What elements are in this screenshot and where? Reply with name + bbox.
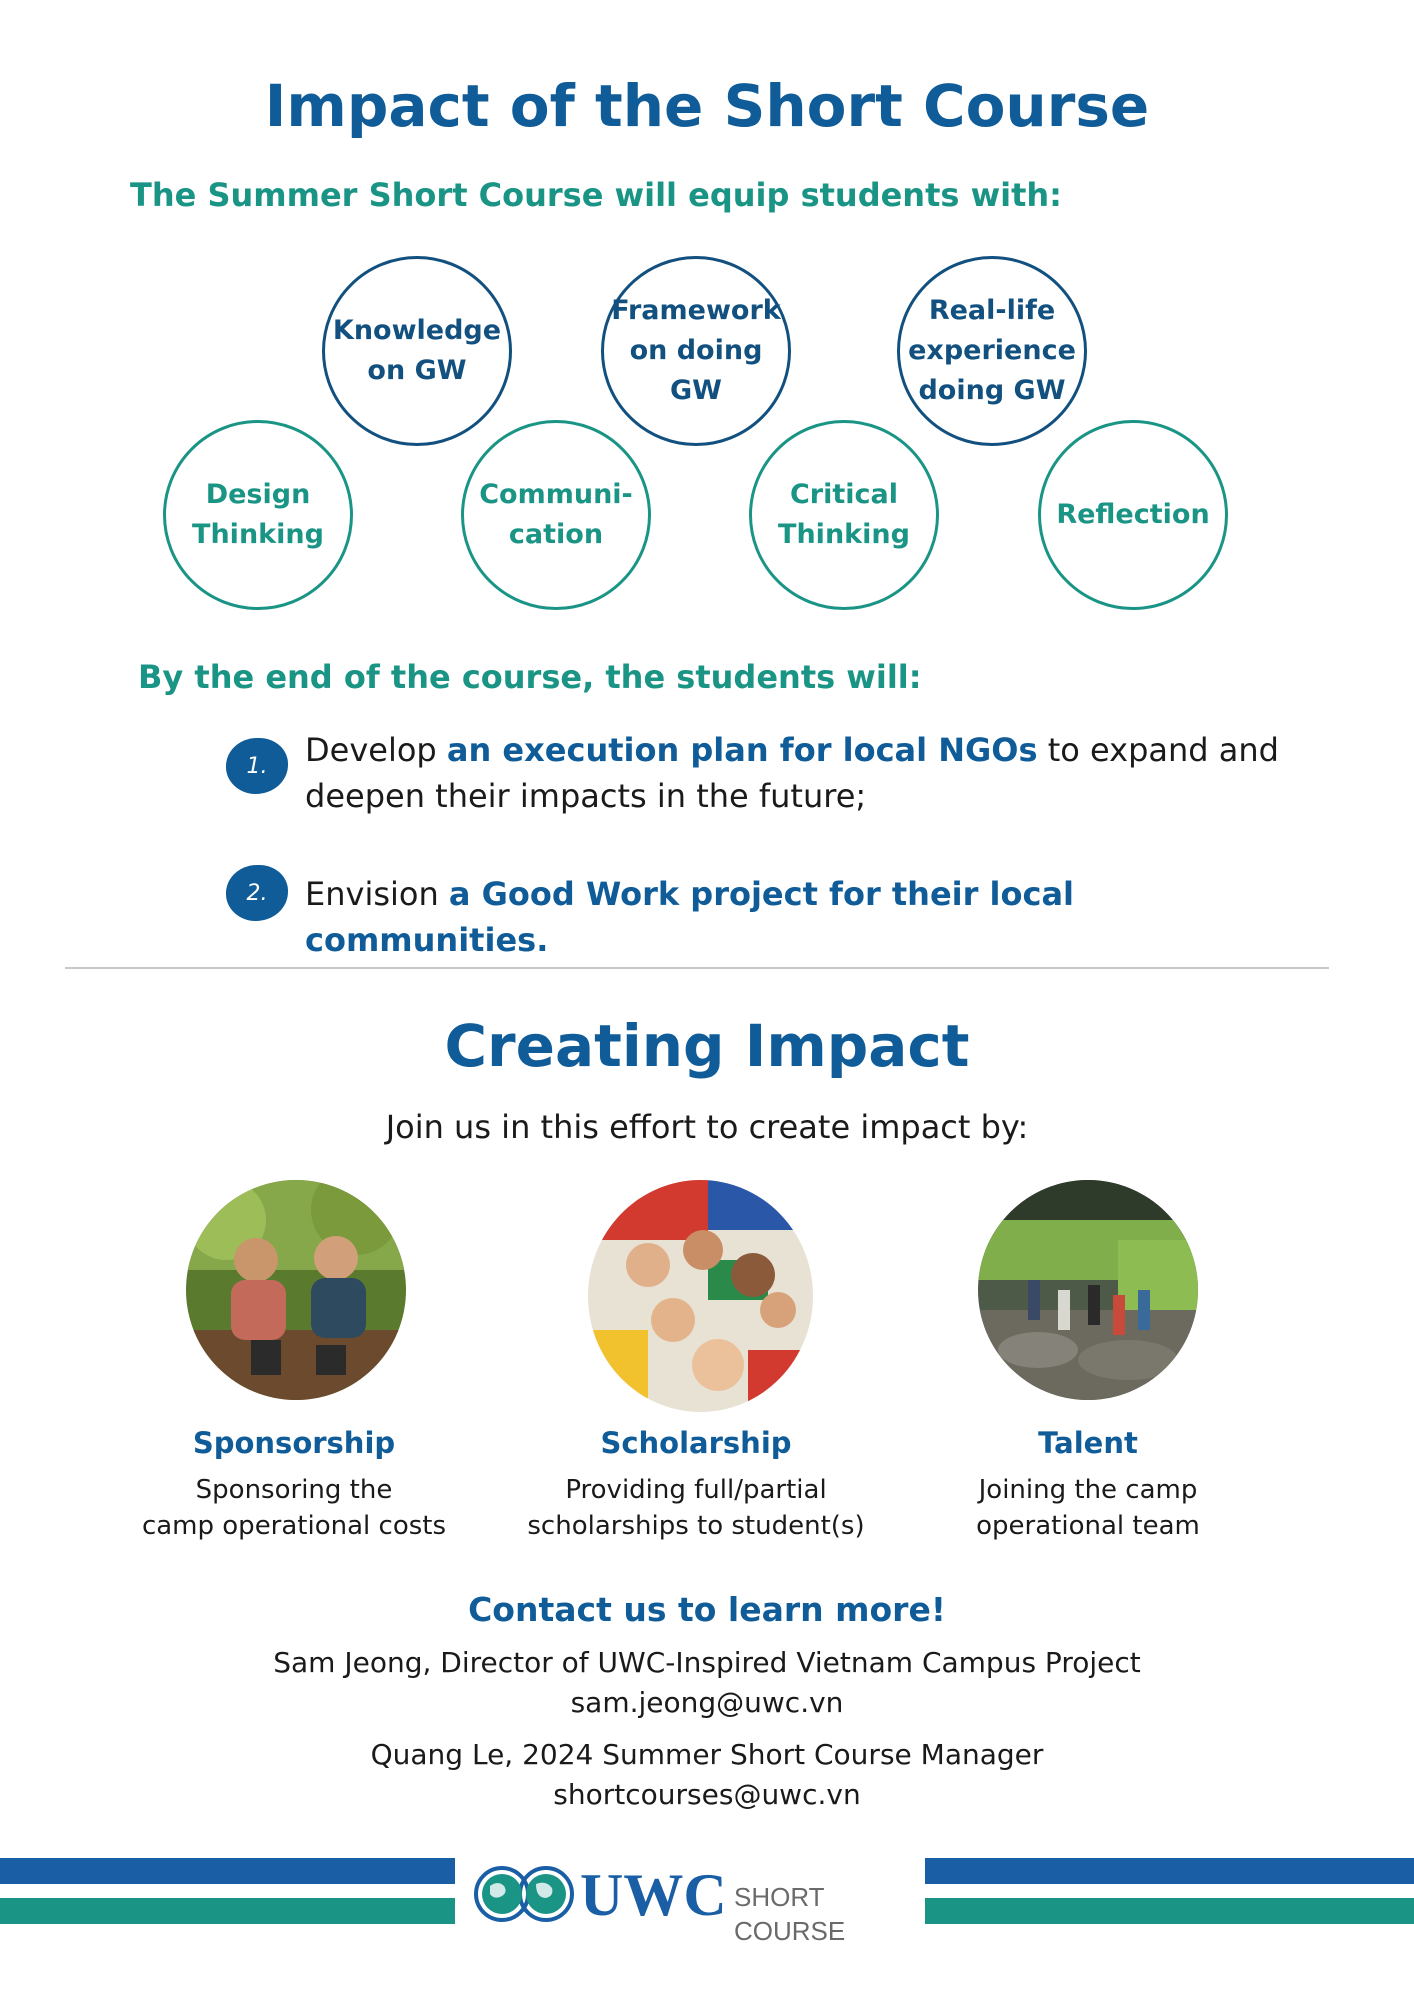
- footer-stripe-teal-right: [925, 1898, 1414, 1924]
- skill-knowledge-circle: Knowledge on GW: [322, 256, 512, 446]
- footer-stripe-blue-left: [0, 1858, 455, 1884]
- students-hiking-photo: [978, 1180, 1198, 1400]
- talent-title: Talent: [1038, 1426, 1138, 1460]
- footer-stripe-blue-right: [925, 1858, 1414, 1884]
- sponsorship-desc: Sponsoring the camp operational costs: [141, 1475, 447, 1541]
- skill-critical-thinking-circle: Critical Thinking: [749, 420, 939, 610]
- footer-stripe-teal-left: [0, 1898, 455, 1924]
- logo-subtext: SHORT COURSE: [734, 1882, 846, 1946]
- outcome-2: [305, 871, 1305, 963]
- contact-person-2: Quang Le, 2024 Summer Short Course Manager: [370, 1738, 1044, 1771]
- contact-email-1[interactable]: sam.jeong@uwc.vn: [570, 1686, 844, 1719]
- globe-icon: [472, 1864, 576, 1924]
- contact-person-1: Sam Jeong, Director of UWC-Inspired Vietnam Campus Project: [273, 1646, 1141, 1679]
- outcome-1-bold: an execution plan for local NGOs: [446, 731, 1038, 769]
- skill-design-thinking-circle: Design Thinking: [163, 420, 353, 610]
- section-divider: [65, 967, 1329, 969]
- skill-communication-circle: Communi- cation: [461, 420, 651, 610]
- outcome-2-bold: a Good Work project for their local communities.: [305, 875, 1075, 959]
- logo-text: UWC: [580, 1862, 727, 1928]
- creating-impact-title: Creating Impact: [444, 1012, 970, 1080]
- students-planting-photo: [186, 1180, 406, 1400]
- skill-framework-circle: Framework on doing GW: [601, 256, 791, 446]
- sponsorship-title: Sponsorship: [192, 1426, 396, 1460]
- outcome-1-pre: Develop: [305, 731, 447, 769]
- scholarship-title: Scholarship: [600, 1426, 792, 1460]
- contact-email-2[interactable]: shortcourses@uwc.vn: [553, 1778, 861, 1811]
- outcome-1: [305, 727, 1285, 819]
- page-title: Impact of the Short Course: [264, 72, 1150, 140]
- skill-real-life-circle: Real-life experience doing GW: [897, 256, 1087, 446]
- outcome-1-post: to expand and deepen their impacts in the future;: [305, 731, 1279, 815]
- uwc-logo: [472, 1860, 917, 1946]
- creating-impact-intro: Join us in this effort to create impact by:: [385, 1108, 1029, 1146]
- talent-desc: Joining the camp operational team: [976, 1475, 1200, 1541]
- contact-heading: Contact us to learn more!: [468, 1590, 946, 1629]
- equip-heading: The Summer Short Course will equip students with:: [130, 176, 1062, 214]
- scholarship-desc: Providing full/partial scholarships to student(s): [527, 1475, 865, 1541]
- outcome-2-badge: 2.: [226, 865, 288, 921]
- outcome-1-badge: 1.: [226, 738, 288, 794]
- outcome-2-pre: Envision: [305, 875, 449, 913]
- students-flags-photo: [588, 1180, 813, 1412]
- outcomes-heading: By the end of the course, the students will:: [138, 658, 922, 696]
- skill-reflection-circle: Reflection: [1038, 420, 1228, 610]
